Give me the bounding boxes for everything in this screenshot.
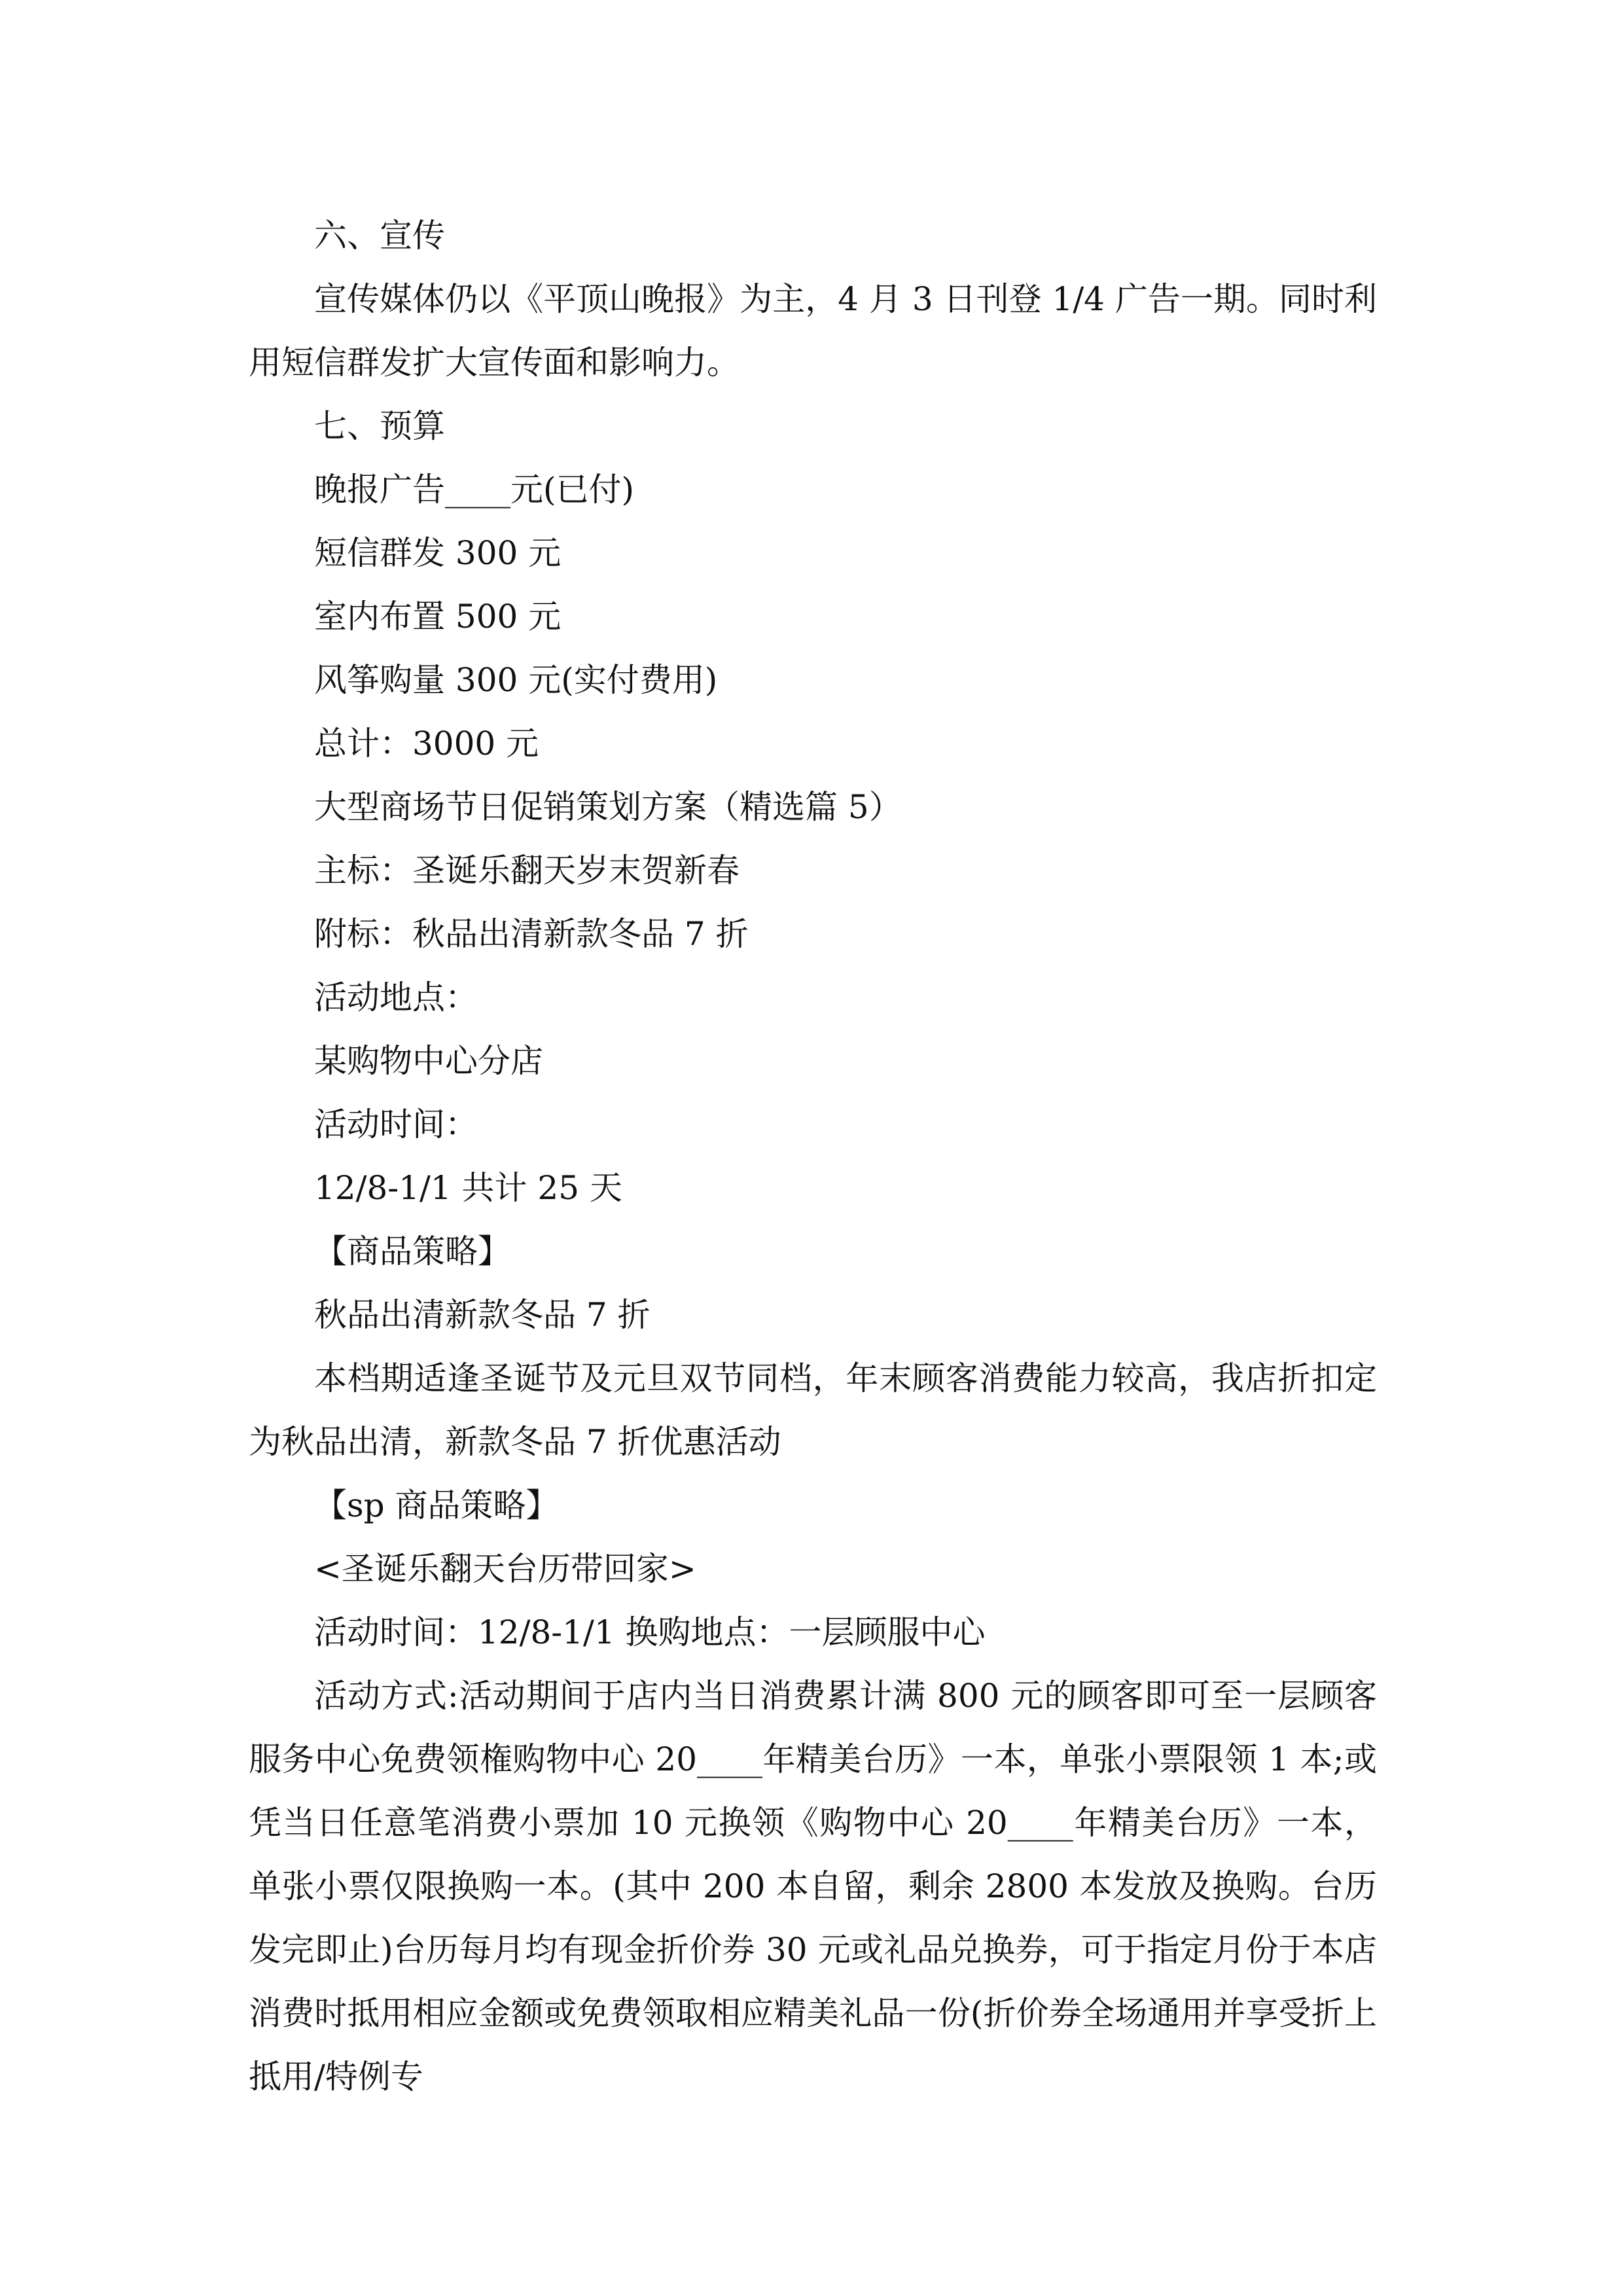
- document-body: [249, 204, 1377, 2109]
- sub-slogan: 附标：秋品出清新款冬品 7 折: [314, 915, 749, 953]
- section-heading-sp-strategy: 【sp 商品策略】: [314, 1486, 559, 1524]
- section-heading-promotion: 六、宣传: [314, 217, 445, 255]
- budget-item: 风筝购量 300 元(实付费用): [314, 661, 718, 699]
- budget-item: 晚报广告____元(已付): [314, 471, 635, 509]
- paragraph: 活动时间：12/8-1/1 换购地点：一层顾服中心: [314, 1613, 986, 1651]
- main-slogan: 主标：圣诞乐翻天岁末贺新春: [314, 852, 740, 889]
- paragraph: 宣传媒体仍以《平顶山晚报》为主，4 月 3 日刊登 1/4 广告一期。同时利用短信群发扩大宣传面和影响力。: [249, 280, 1377, 382]
- budget-item: 短信群发 300 元: [314, 534, 562, 572]
- article-title: 大型商场节日促销策划方案（精选篇 5）: [314, 788, 902, 826]
- section-heading-product-strategy: 【商品策略】: [314, 1232, 510, 1270]
- field-value: 某购物中心分店: [314, 1042, 543, 1080]
- budget-item: 室内布置 500 元: [314, 598, 562, 636]
- paragraph: 本档期适逢圣诞节及元旦双节同档，年末顾客消费能力较高，我店折扣定为秋品出清，新款冬品 7 折优惠活动: [249, 1359, 1377, 1461]
- activity-title: <圣诞乐翻天台历带回家>: [314, 1550, 696, 1588]
- field-value: 12/8-1/1 共计 25 天: [314, 1169, 622, 1207]
- field-label: 活动地点：: [314, 978, 478, 1016]
- paragraph: 活动方式:活动期间于店内当日消费累计满 800 元的顾客即可至一层顾客服务中心免费领権购物中心 20____年精美台历》一本，单张小票限领 1 本;或凭当日任意笔消费小票加 10 元换领《购物中心 20____年精美台历》一本，单张小票仅限换购一本。(其中 200 本自留，剩余 2800 本发放及换购。台历发完即止)台历每月均有现金折价券 30 元或礼品兑换券，可于指定月份于本店消费时抵用相应金额或免费领取相应精美礼品一份(折价券全场通用并享受折上抵用/特例专: [249, 1677, 1377, 2096]
- field-label: 活动时间：: [314, 1105, 478, 1143]
- paragraph: 秋品出清新款冬品 7 折: [314, 1296, 651, 1334]
- budget-total: 总计：3000 元: [314, 725, 539, 762]
- section-heading-budget: 七、预算: [314, 407, 445, 445]
